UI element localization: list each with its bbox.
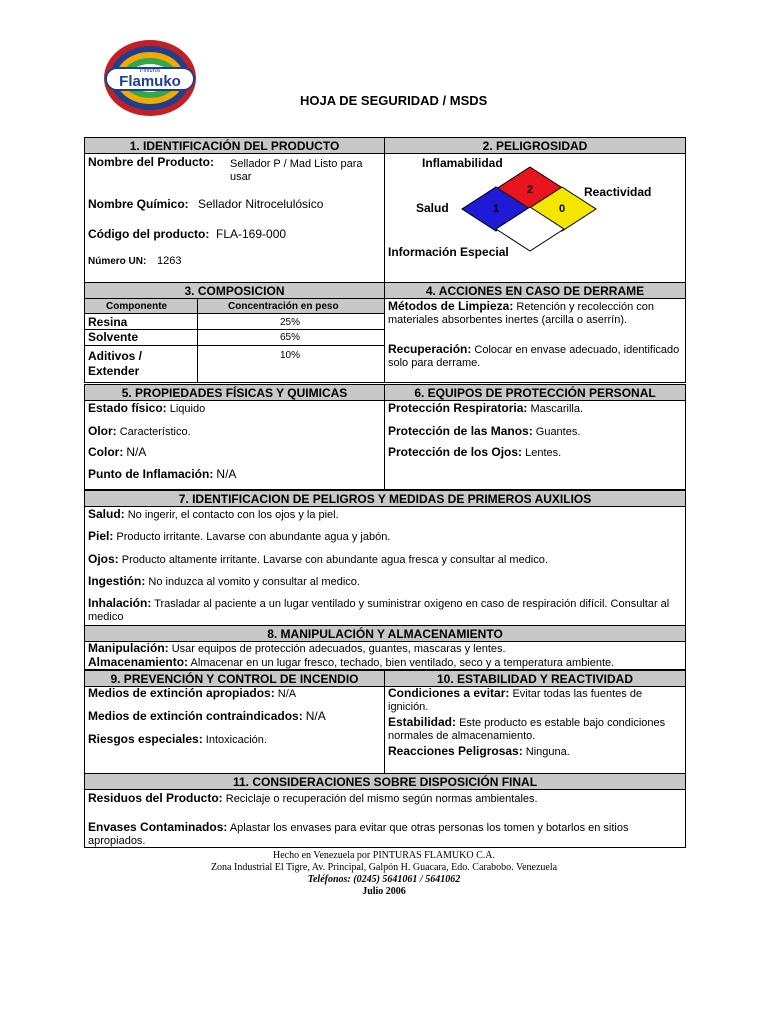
special-risks-label: Riesgos especiales:: [88, 732, 203, 746]
footer-line-1: Hecho en Venezuela por PINTURAS FLAMUKO C.A.: [272, 850, 495, 861]
special-risks-value: Intoxicación.: [205, 734, 267, 746]
product-code-label: Código del producto:: [88, 227, 210, 241]
recovery-label: Recuperación:: [388, 342, 472, 356]
odor-value: Característico.: [119, 426, 191, 438]
first-aid-eyes: [88, 553, 682, 567]
un-number-label: Número UN:: [88, 256, 147, 267]
cleanup-methods-label: Métodos de Limpieza:: [388, 299, 514, 313]
logo-small-text: Pinturas: [139, 68, 161, 74]
composition-col-component: Componente: [106, 301, 168, 312]
section-4-header: 4. ACCIONES EN CASO DE DERRAME: [384, 282, 686, 299]
cleanup-methods: [388, 300, 682, 327]
special-info-label: Información Especial: [388, 245, 509, 259]
first-aid-ingestion-label: Ingestión:: [88, 574, 146, 588]
chemical-name-label: Nombre Químico:: [88, 197, 189, 211]
section-2-header: 2. PELIGROSIDAD: [384, 137, 686, 154]
composition-row-name: Aditivos / Extender: [88, 349, 143, 378]
respiratory-value: Mascarilla.: [530, 403, 584, 415]
chemical-name-value: Sellador Nitrocelulósico: [198, 197, 324, 211]
extinction-contraindicated-label: Medios de extinción contraindicados:: [88, 709, 303, 723]
storage: [88, 656, 682, 670]
cleanup-methods-value: Retención y recolección con materiales absorbentes inertes (arcilla o aserrín).: [388, 301, 654, 326]
odor: [88, 425, 191, 439]
first-aid-inhalation-label: Inhalación:: [88, 596, 152, 610]
footer-line-2: Zona Industrial El Tigre, Av. Principal, Galpón H. Guacara, Edo. Carabobo. Venezuela: [210, 862, 558, 873]
reactivity-label: Reactividad: [584, 185, 652, 199]
first-aid-health-label: Salud:: [88, 507, 125, 521]
section-3-header: 3. COMPOSICION: [84, 282, 385, 299]
nfpa-reactivity-value: 0: [558, 203, 566, 215]
first-aid-eyes-label: Ojos:: [88, 552, 119, 566]
hazardous-reactions-label: Reacciones Peligrosas:: [388, 744, 523, 758]
section-9-header: 9. PREVENCIÓN Y CONTROL DE INCENDIO: [84, 670, 385, 687]
color: [88, 446, 146, 460]
product-waste-value: Reciclaje o recuperación del mismo según normas ambientales.: [225, 793, 538, 805]
section-7-header: 7. IDENTIFICACION DE PELIGROS Y MEDIDAS DE PRIMEROS AUXILIOS: [84, 490, 686, 507]
first-aid-health-value: No ingerir, el contacto con los ojos y la piel.: [127, 509, 339, 521]
composition-row-divider: [84, 345, 385, 346]
extinction-contraindicated: [88, 710, 326, 724]
stability-label: Estabilidad:: [388, 715, 457, 729]
first-aid-ingestion: [88, 575, 682, 589]
stability-value: Este producto es estable bajo condiciones normales de almacenamiento.: [388, 717, 666, 742]
section-6-header: 6. EQUIPOS DE PROTECCIÓN PERSONAL: [384, 384, 686, 401]
respiratory-label: Protección Respiratoria:: [388, 401, 528, 415]
composition-col-divider: [197, 298, 198, 383]
section-5-header: 5. PROPIEDADES FÍSICAS Y QUIMICAS: [84, 384, 385, 401]
first-aid-health: [88, 508, 682, 522]
eye-value: Lentes.: [525, 447, 562, 459]
section-1-header: 1. IDENTIFICACIÓN DEL PRODUCTO: [84, 137, 385, 154]
physical-state-value: Liquido: [169, 403, 206, 415]
section-10-header: 10. ESTABILIDAD Y REACTIVIDAD: [384, 670, 686, 687]
first-aid-skin-label: Piel:: [88, 529, 114, 543]
first-aid-ingestion-value: No induzca al vomito y consultar al medico.: [148, 576, 360, 588]
extinction-appropriate-label: Medios de extinción apropiados:: [88, 686, 275, 700]
product-code-value: FLA-169-000: [216, 227, 287, 241]
composition-row-name: Resina: [88, 315, 128, 329]
recovery: [388, 343, 682, 370]
nfpa-flammability-value: 2: [526, 184, 534, 196]
contaminated-containers: [88, 821, 682, 848]
contaminated-containers-value: Aplastar los envases para evitar que otras personas los tomen y botarlos en sitios apropiados.: [88, 822, 629, 847]
un-number-value: 1263: [157, 255, 182, 267]
eye-protection: [388, 446, 561, 460]
first-aid-skin: [88, 530, 682, 544]
composition-row-value: 65%: [280, 332, 301, 343]
footer-phones: Teléfonos: (0245) 5641061 / 5641062: [307, 874, 461, 885]
handling-label: Manipulación:: [88, 641, 169, 655]
contaminated-containers-label: Envases Contaminados:: [88, 820, 228, 834]
composition-row-value: 10%: [280, 350, 301, 361]
section-11-header: 11. CONSIDERACIONES SOBRE DISPOSICIÓN FINAL: [84, 773, 686, 790]
extinction-appropriate: [88, 687, 296, 701]
storage-label: Almacenamiento:: [88, 655, 189, 669]
handling: [88, 642, 682, 656]
conditions-avoid-value: Evitar todas las fuentes de ignición.: [388, 688, 643, 713]
hazardous-reactions: [388, 745, 682, 759]
first-aid-eyes-value: Producto altamente irritante. Lavarse con abundante agua fresca y consultar al medico.: [121, 554, 548, 566]
section-8-header: 8. MANIPULACIÓN Y ALMACENAMIENTO: [84, 625, 686, 642]
physical-state: [88, 402, 205, 416]
storage-value: Almacenar en un lugar fresco, techado, bien ventilado, seco y a temperatura ambiente.: [190, 657, 615, 669]
logo-name-text: Flamuko: [119, 73, 181, 90]
footer-date: Julio 2006: [362, 886, 406, 897]
hazardous-reactions-value: Ninguna.: [525, 746, 570, 758]
hand-protection: [388, 425, 580, 439]
special-risks: [88, 733, 267, 747]
flamuko-logo: [102, 38, 198, 118]
flash-point-label: Punto de Inflamación:: [88, 467, 214, 481]
stability: [388, 716, 682, 743]
document-title: HOJA DE SEGURIDAD / MSDS: [300, 93, 488, 108]
health-label: Salud: [416, 201, 449, 215]
extinction-contraindicated-value: N/A: [305, 709, 326, 723]
extinction-appropriate-value: N/A: [277, 688, 297, 700]
composition-row-divider: [84, 313, 385, 314]
conditions-avoid-label: Condiciones a evitar:: [388, 686, 510, 700]
physical-state-label: Estado físico:: [88, 401, 167, 415]
composition-row-value: 25%: [280, 317, 301, 328]
product-waste: [88, 792, 682, 806]
color-label: Color:: [88, 445, 124, 459]
product-name-label: Nombre del Producto:: [88, 155, 215, 169]
handling-value: Usar equipos de protección adecuados, guantes, mascaras y lentes.: [171, 643, 506, 655]
conditions-avoid: [388, 687, 682, 714]
recovery-value: Colocar en envase adecuado, identificado solo para derrame.: [388, 344, 680, 369]
hand-label: Protección de las Manos:: [388, 424, 533, 438]
first-aid-inhalation: [88, 597, 682, 624]
eye-label: Protección de los Ojos:: [388, 445, 523, 459]
flammability-label: Inflamabilidad: [422, 156, 503, 170]
first-aid-skin-value: Producto irritante. Lavarse con abundante agua y jabón.: [116, 531, 391, 543]
flash-point: [88, 468, 236, 482]
product-name-value: Sellador P / Mad Listo para usar: [230, 158, 363, 183]
color-value: N/A: [126, 445, 147, 459]
composition-col-concentration: Concentración en peso: [228, 301, 339, 312]
flash-point-value: N/A: [216, 467, 237, 481]
first-aid-inhalation-value: Trasladar al paciente a un lugar ventilado y suministrar oxigeno en caso de respiración difícil. Consultar al medico: [88, 598, 670, 623]
composition-row-name: Solvente: [88, 330, 139, 344]
respiratory-protection: [388, 402, 583, 416]
hand-value: Guantes.: [535, 426, 581, 438]
product-waste-label: Residuos del Producto:: [88, 791, 223, 805]
odor-label: Olor:: [88, 424, 117, 438]
nfpa-health-value: 1: [492, 203, 500, 215]
